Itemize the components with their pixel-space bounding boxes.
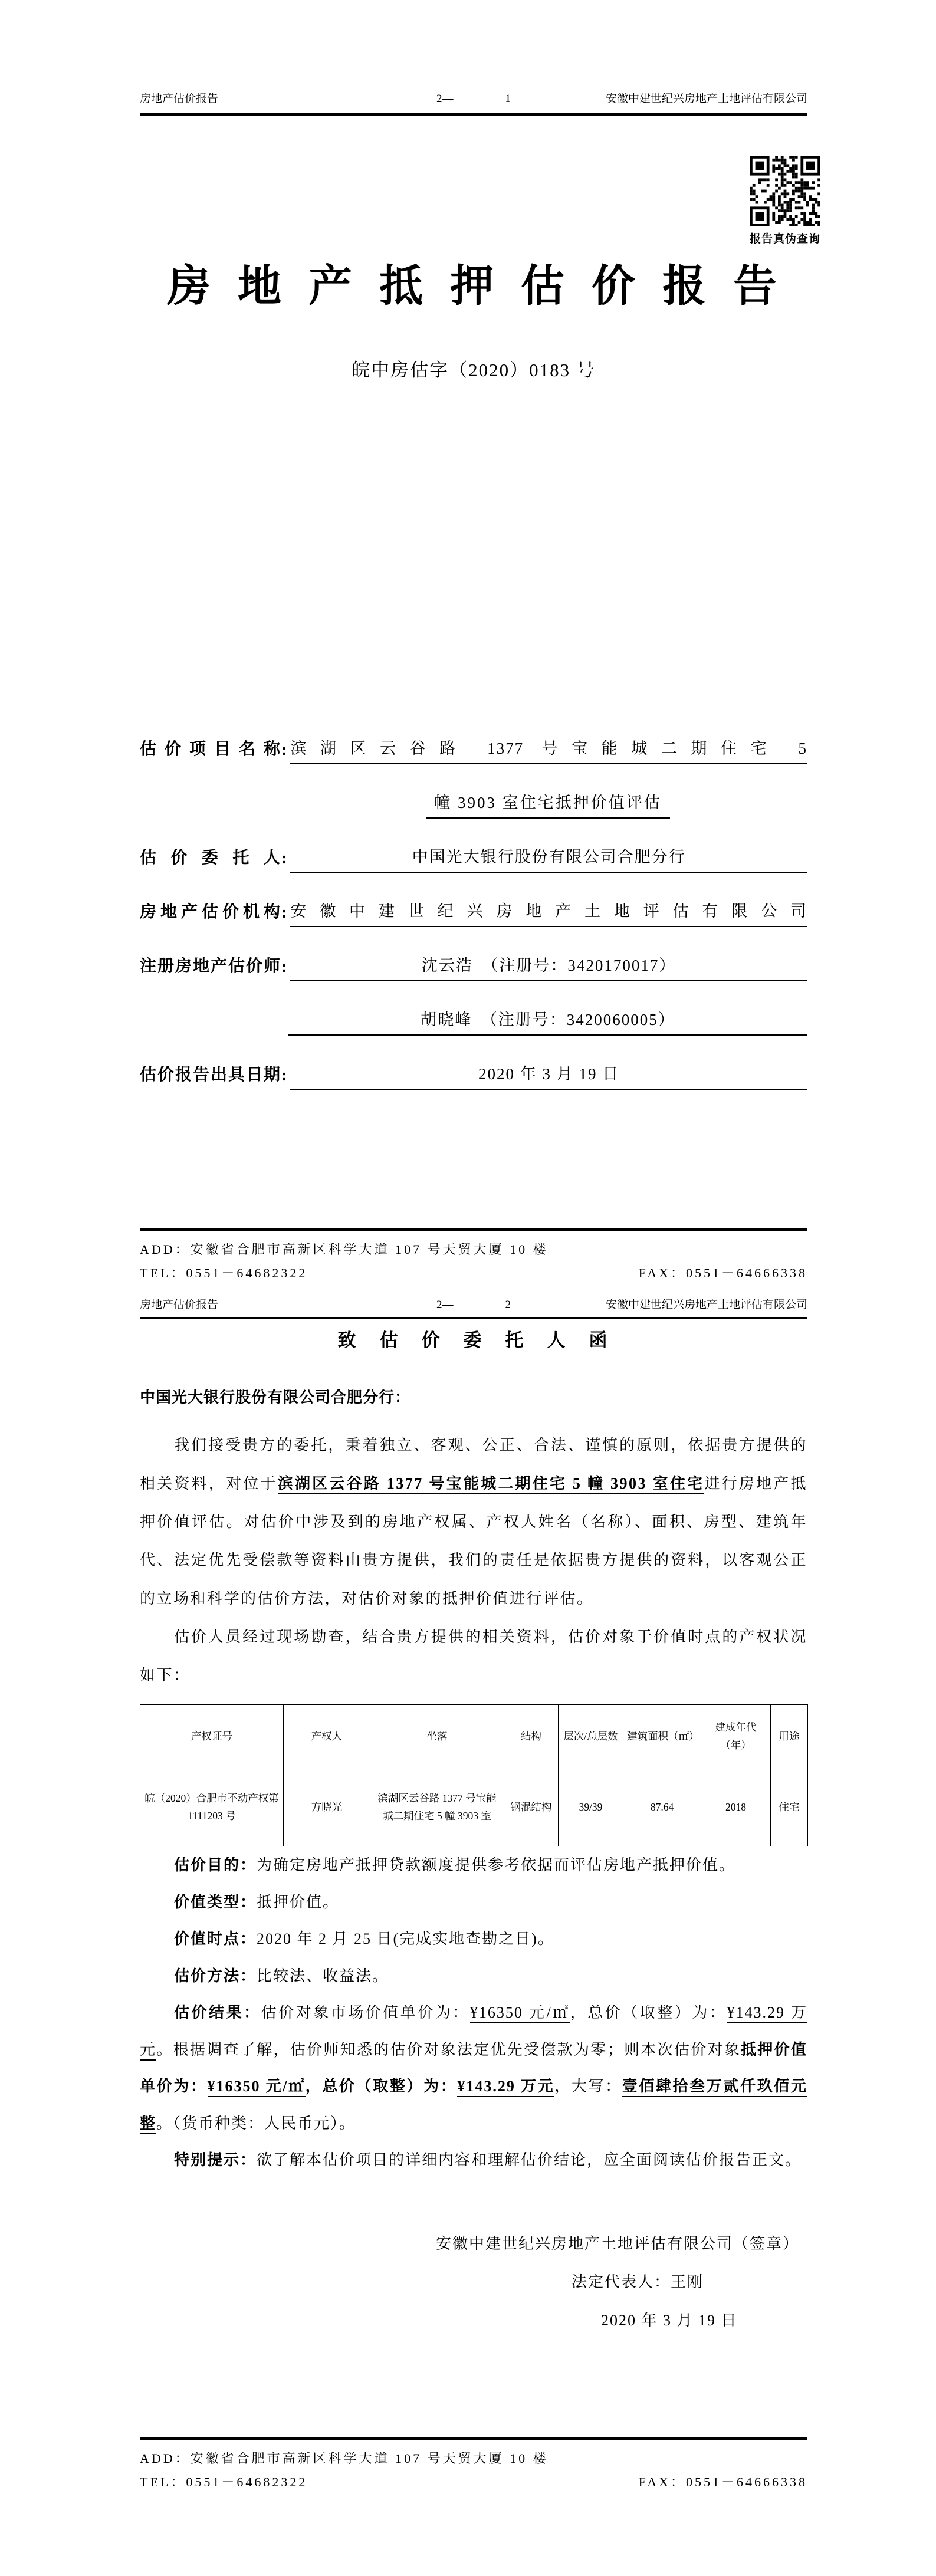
page1-header-page-indicator <box>436 92 511 106</box>
para1-property-highlight: 滨湖区云谷路 1377 号宝能城二期住宅 5 幢 3903 室住宅 <box>278 1475 705 1494</box>
field-project-colon: : <box>281 741 287 759</box>
field-date-label: 估价报告出具日期 <box>140 1066 280 1084</box>
page2-header-rule <box>140 1317 807 1319</box>
result-b1: 抵押价值单价为： <box>140 2041 807 2095</box>
cell-use: 住宅 <box>771 1767 808 1846</box>
para1-part2: 进行房地产抵押价值评估。对估价中涉及到的房地产权属、产权人姓名（名称）、面积、房型、建筑年代、法定优先受偿款等资料由贵方提供，我们的责任是依据贵方提供的资料，以客观公正的立场和科学的估价方法，对估价对象的抵押价值进行评估。 <box>140 1475 807 1607</box>
field-client-colon: : <box>281 849 287 868</box>
item-notice <box>140 2142 807 2179</box>
col-use: 用途 <box>771 1705 808 1767</box>
cell-floor: 39/39 <box>559 1767 623 1846</box>
field-agency <box>140 886 807 927</box>
property-table <box>140 1704 808 1846</box>
field-appraiser1 <box>140 940 807 981</box>
page2-header-page-number: 2 <box>505 1299 511 1311</box>
item-result-label: 估价结果： <box>174 2004 261 2021</box>
page2-header <box>140 1298 807 1312</box>
field-appraiser2 <box>140 994 807 1036</box>
field-agency-value: 安徽中建世纪兴房地产土地评估有限公司 <box>290 898 807 927</box>
item-notice-label: 特别提示： <box>174 2151 257 2168</box>
page1-header-page-number: 1 <box>505 93 511 105</box>
page1-header <box>140 92 807 106</box>
letter-body <box>140 1426 807 1694</box>
report-number: 皖中房估字（2020）0183 号 <box>352 360 596 380</box>
qr-code-icon <box>750 156 820 226</box>
item-value-date <box>140 1921 807 1958</box>
result-unit-price-1: ¥16350 元/㎡ <box>470 2004 570 2023</box>
signature-block <box>140 2225 807 2340</box>
qr-block <box>749 156 821 246</box>
letter-title: 致估价委托人函 <box>337 1330 631 1351</box>
field-appraiser2-value: 胡晓峰 （注册号：3420060005） <box>288 1007 807 1036</box>
letter-paragraph-1 <box>140 1426 807 1618</box>
page2-footer-rule <box>140 2437 807 2440</box>
field-client-label: 估价委托人 <box>140 849 280 867</box>
item-result <box>140 1995 807 2142</box>
report-title: 房地产抵押估价报告 <box>167 262 804 311</box>
field-project-value-line1: 滨湖区云谷路 1377 号宝能城二期住宅 5 <box>290 735 807 764</box>
appraisal-items <box>140 1847 807 2179</box>
field-project-name-line2 <box>140 777 807 819</box>
property-table-data-row <box>140 1767 808 1846</box>
cell-location: 滨湖区云谷路 1377 号宝能城二期住宅 5 幢 3903 室 <box>370 1767 504 1846</box>
item-value-type-label: 价值类型： <box>174 1893 257 1911</box>
item-value-type <box>140 1884 807 1921</box>
field-project-name <box>140 723 807 764</box>
field-agency-colon: : <box>281 903 287 922</box>
col-location: 坐落 <box>370 1705 504 1767</box>
result-b2: ，总价（取整）为： <box>305 2078 458 2095</box>
page2-footer-fax: FAX：0551－64666338 <box>638 2474 807 2489</box>
result-total-price-2: ¥143.29 万元 <box>457 2078 554 2097</box>
item-purpose <box>140 1847 807 1884</box>
letter-salutation: 中国光大银行股份有限公司合肥分行： <box>140 1389 411 1406</box>
cell-year: 2018 <box>701 1767 771 1846</box>
col-owner: 产权人 <box>284 1705 370 1767</box>
item-purpose-label: 估价目的： <box>174 1857 257 1874</box>
field-project-value-line2-wrap <box>288 790 807 819</box>
page2-header-page-indicator <box>436 1298 511 1312</box>
field-agency-label: 房地产估价机构 <box>140 903 280 921</box>
result-t2: ，总价（取整）为： <box>570 2004 727 2021</box>
page2-header-doc-title: 房地产估价报告 <box>140 1299 219 1311</box>
page2-footer-tel: TEL：0551－64682322 <box>140 2474 308 2489</box>
field-client <box>140 832 807 873</box>
page1-header-company: 安徽中建世纪兴房地产土地评估有限公司 <box>605 93 807 105</box>
cell-structure: 钢混结构 <box>504 1767 559 1846</box>
page1-footer-rule <box>140 1228 807 1231</box>
col-structure: 结构 <box>504 1705 559 1767</box>
page1-header-doc-title: 房地产估价报告 <box>140 93 219 105</box>
signature-legal-rep: 法定代表人：王刚 <box>572 2273 704 2291</box>
cell-owner: 方晓光 <box>284 1767 370 1846</box>
result-amount-words: 壹佰肆拾叁万贰仟玖佰元整 <box>140 2078 807 2134</box>
cell-cert-no: 皖（2020）合肥市不动产权第 1111203 号 <box>140 1767 284 1846</box>
field-appraiser-colon: : <box>281 958 287 976</box>
item-notice-text: 欲了解本估价项目的详细内容和理解估价结论，应全面阅读估价报告正文。 <box>257 2151 802 2168</box>
item-value-date-text: 2020 年 2 月 25 日(完成实地查勘之日)。 <box>257 1930 554 1947</box>
field-report-date <box>140 1049 807 1090</box>
page1-footer-address: ADD：安徽省合肥市高新区科学大道 107 号天贸大厦 10 楼 <box>140 1241 549 1257</box>
item-method <box>140 1958 807 1995</box>
page2-footer-address: ADD：安徽省合肥市高新区科学大道 107 号天贸大厦 10 楼 <box>140 2450 549 2466</box>
field-date-value: 2020 年 3 月 19 日 <box>290 1061 807 1090</box>
item-value-date-label: 价值时点： <box>174 1930 257 1947</box>
col-cert-no: 产权证号 <box>140 1705 284 1767</box>
result-total-price-1: ¥143.29 万元 <box>140 2004 807 2061</box>
page1-header-page-prefix: 2— <box>436 93 454 105</box>
cell-area: 87.64 <box>623 1767 701 1846</box>
signature-company: 安徽中建世纪兴房地产土地评估有限公司（签章） <box>435 2235 799 2252</box>
page2-header-page-prefix: 2— <box>436 1299 454 1311</box>
result-t5: 。（货币种类：人民币元）。 <box>156 2114 356 2132</box>
para1-part1: 我们接受贵方的委托，秉着独立、客观、公正、合法、谨慎的原则，依据贵方提供的相关资料，对位于 <box>140 1437 807 1492</box>
property-table-header-row <box>140 1705 808 1767</box>
result-t3: 。根据调查了解，估价师知悉的估价对象法定优先受偿款为零；则本次估价对象 <box>156 2041 741 2058</box>
page1-header-rule <box>140 113 807 116</box>
item-method-label: 估价方法： <box>174 1967 257 1984</box>
field-appraiser1-value: 沈云浩 （注册号：3420170017） <box>290 952 807 981</box>
col-floor: 层次/总层数 <box>559 1705 623 1767</box>
page2-footer <box>140 2437 807 2494</box>
page1-footer-tel: TEL：0551－64682322 <box>140 1265 308 1280</box>
page1-footer-fax: FAX：0551－64666338 <box>638 1265 807 1280</box>
letter-paragraph-2: 估价人员经过现场勘查，结合贵方提供的相关资料，估价对象于价值时点的产权状况如下： <box>140 1628 807 1684</box>
item-purpose-text: 为确定房地产抵押贷款额度提供参考依据而评估房地产抵押价值。 <box>257 1857 736 1874</box>
page2-footer-contact <box>140 2470 807 2494</box>
page2-header-company: 安徽中建世纪兴房地产土地评估有限公司 <box>605 1299 807 1311</box>
field-appraiser-label: 注册房地产估价师 <box>140 957 280 975</box>
result-t1: 估价对象市场价值单价为： <box>261 2004 470 2021</box>
field-project-value-line2: 幢 3903 室住宅抵押价值评估 <box>426 790 670 819</box>
col-area: 建筑面积（㎡） <box>623 1705 701 1767</box>
col-year: 建成年代（年） <box>701 1705 771 1767</box>
result-t4: ，大写： <box>554 2078 622 2095</box>
qr-caption: 报告真伪查询 <box>749 233 820 245</box>
result-unit-price-2: ¥16350 元/㎡ <box>208 2078 306 2097</box>
item-method-text: 比较法、收益法。 <box>257 1967 389 1984</box>
page1-footer-contact <box>140 1261 807 1285</box>
field-date-colon: : <box>281 1066 287 1085</box>
page1-footer <box>140 1228 807 1285</box>
field-client-value: 中国光大银行股份有限公司合肥分行 <box>290 844 807 873</box>
field-project-label: 估价项目名称 <box>140 740 280 758</box>
signature-date: 2020 年 3 月 19 日 <box>601 2312 738 2329</box>
cover-fields <box>140 723 807 1103</box>
item-value-type-text: 抵押价值。 <box>257 1893 340 1911</box>
